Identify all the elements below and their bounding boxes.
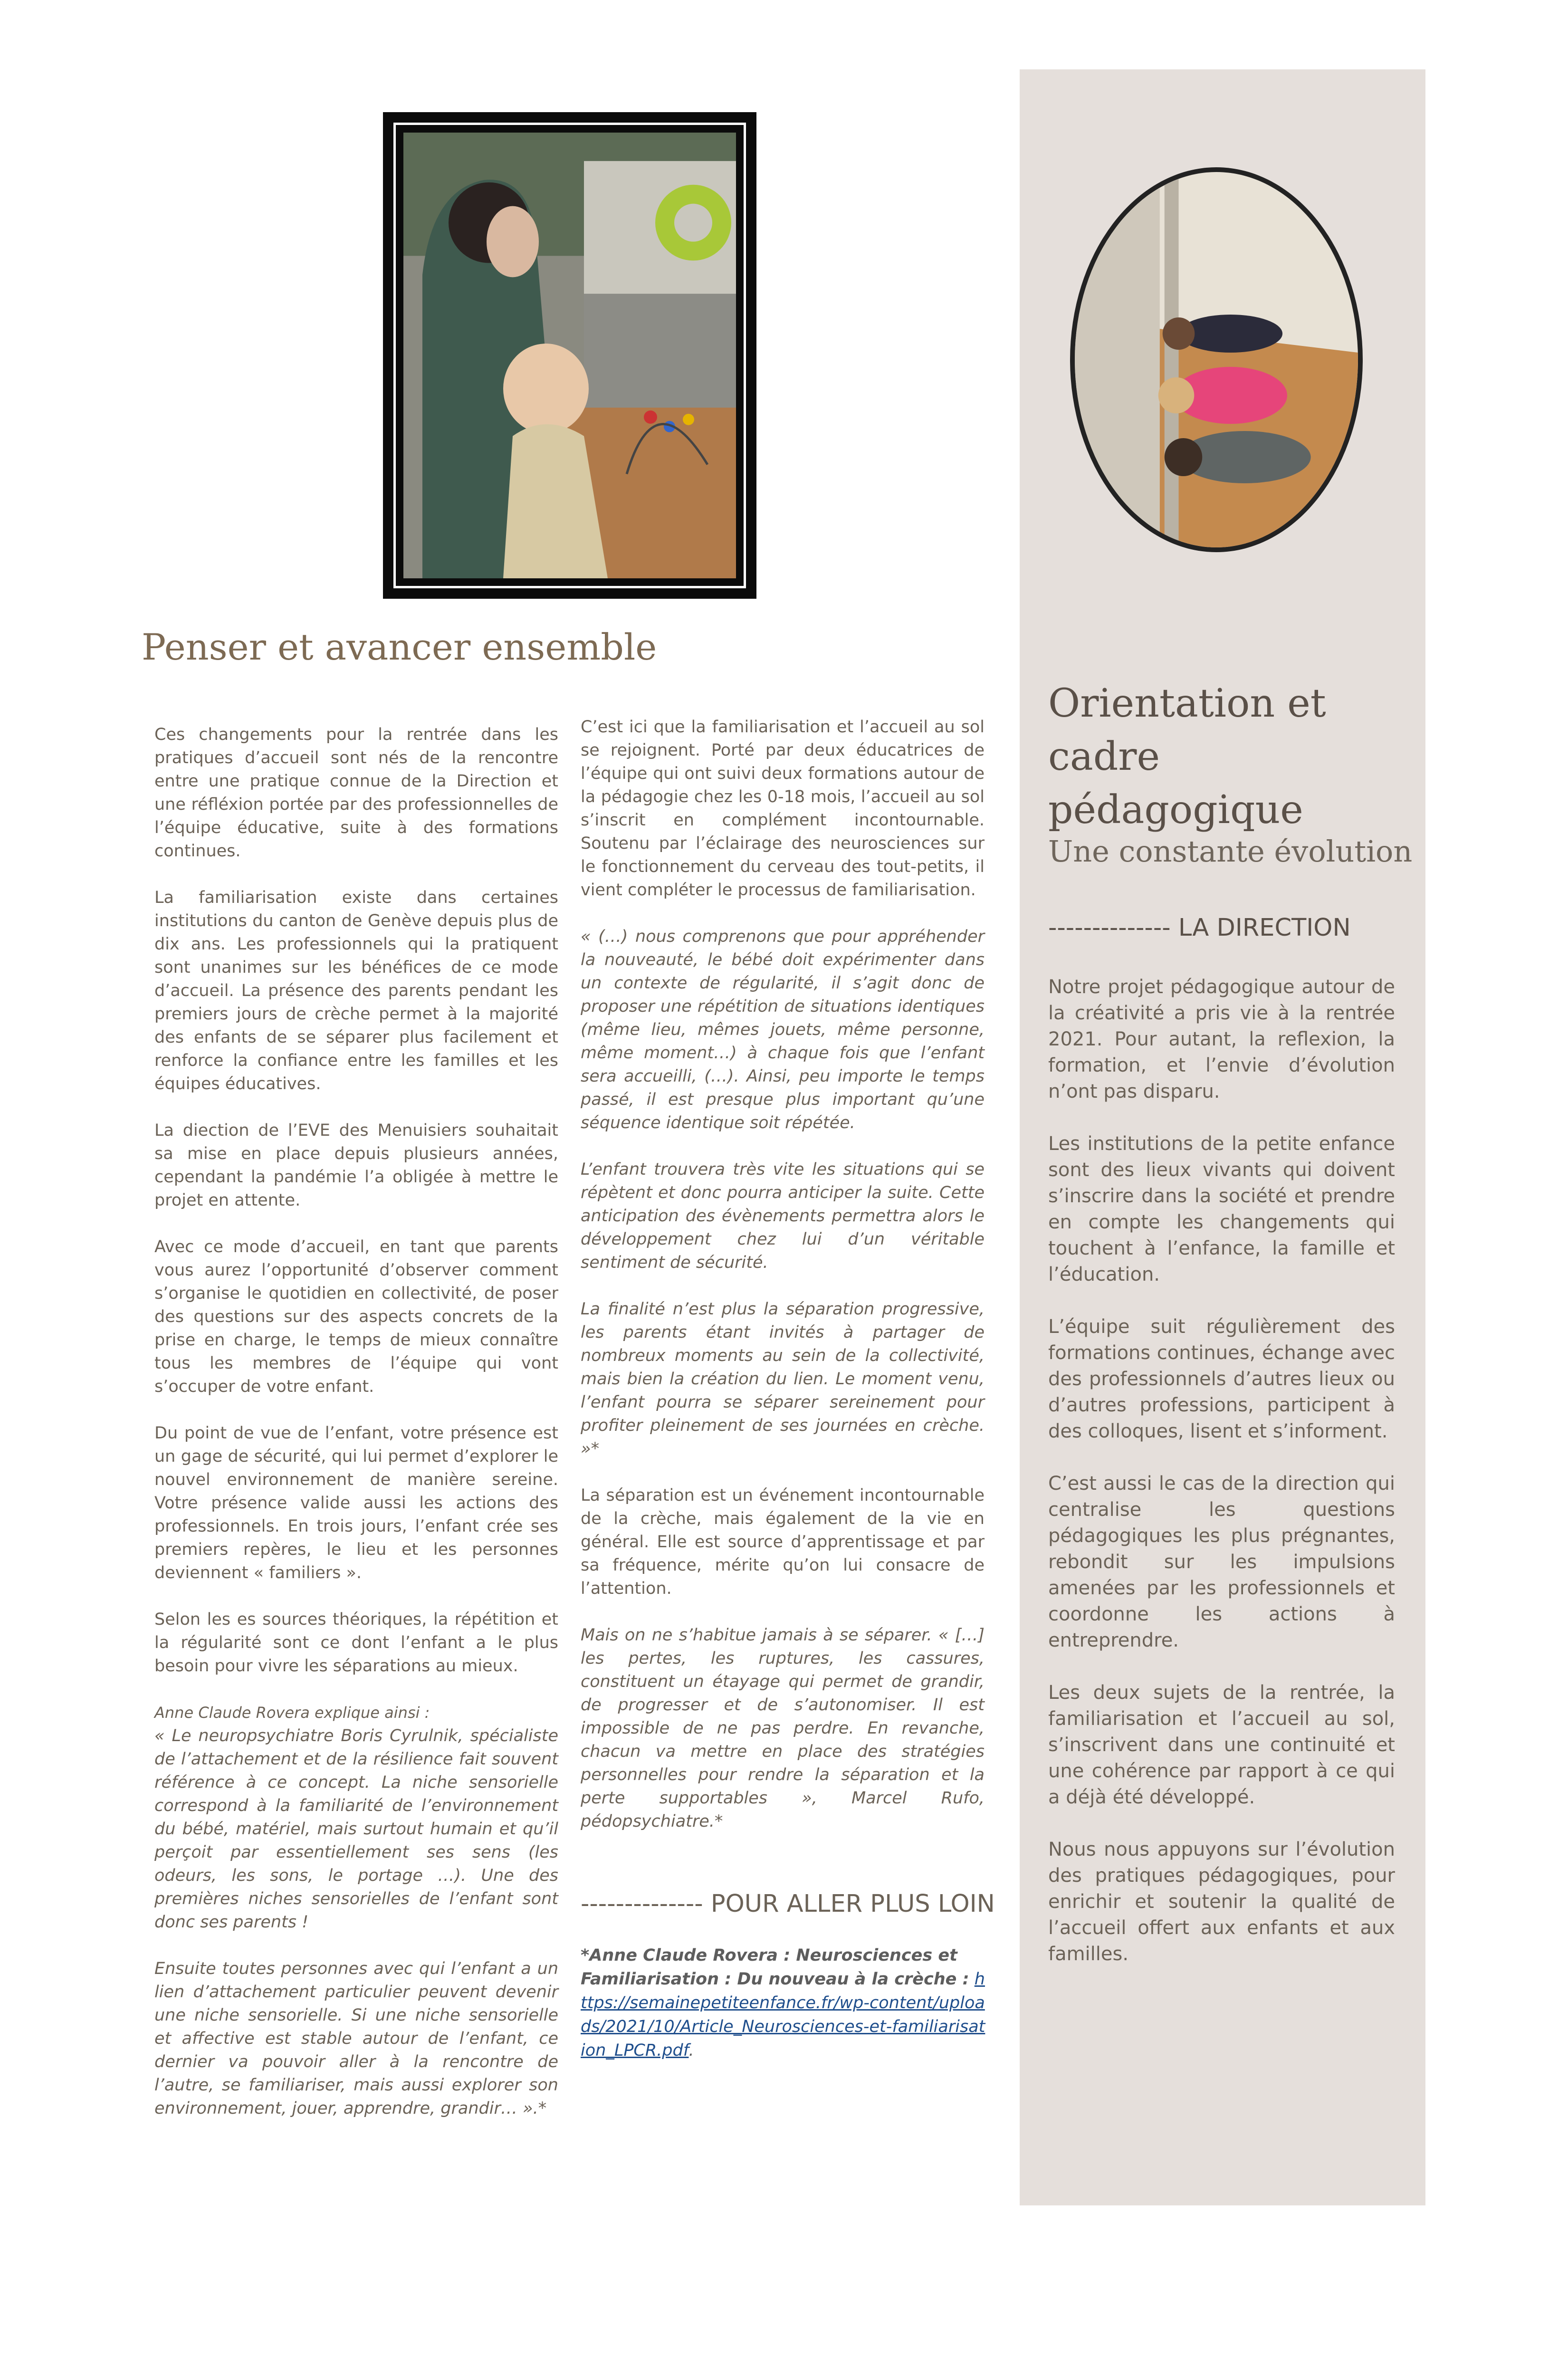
paragraph: C’est ici que la familiarisation et l’accueil au sol se rejoignent. Porté par deux éducatrices de l’équipe qui ont suivi deux formations autour de la pédagogie chez les 0-18 mois, l’accueil au sol s’inscrit en complément incontournable. Soutenu par l’éclairage des neurosciences sur le fonctionnement du cerveau des tout-petits, il vient compléter le processus de familiarisation. bbox=[581, 718, 985, 900]
mother-and-child-photo bbox=[403, 133, 736, 578]
quote-intro: Anne Claude Rovera explique ainsi : bbox=[154, 1704, 430, 1722]
quote-paragraph: La finalité n’est plus la séparation progressive, les parents étant invités à partager de nombreux moments au sein de la collectivité, mais bien la création du lien. Le moment venu, l’enfant pourra se séparer sereinement pour profiter pleinement de ses journées en crèche. »* bbox=[581, 1300, 985, 1458]
quote-paragraph: L’enfant trouvera très vite les situations qui se répètent et donc pourra anticiper la suite. Cette anticipation des évènements permettra alors le développement chez lui d’un véritable sentiment de sécurité. bbox=[581, 1160, 985, 1272]
reference-tail: . bbox=[688, 2041, 694, 2060]
paragraph: Ces changements pour la rentrée dans les pratiques d’accueil sont nés de la rencontre entre une pratique connue de la Direction et une réfléxion portée par des professionnelles de l’équipe éducative, suite à des formations continues. bbox=[154, 725, 558, 861]
direction-heading: -------------- LA DIRECTION bbox=[1048, 914, 1351, 942]
children-on-floor-photo bbox=[1075, 172, 1358, 547]
children-photo-oval bbox=[1070, 167, 1363, 552]
photo-border bbox=[393, 123, 746, 588]
reference-link[interactable]: https://semainepetiteenfance.fr/wp-content/uploads/2021/10/Article_Neurosciences-et-familiarisation_LPCR.pdf bbox=[581, 1970, 985, 2060]
featured-photo-frame bbox=[383, 112, 756, 599]
sidebar-text bbox=[1048, 974, 1395, 1993]
paragraph: La séparation est un événement incontournable de la crèche, mais également de la vie en général. Elle est source d’apprentissage et par sa fréquence, mérite qu’on lui consacre de l’attention. bbox=[581, 1486, 985, 1598]
sidebar-paragraph: Notre projet pédagogique autour de la créativité a pris vie à la rentrée 2021. Pour autant, la reflexion, la formation, et l’envie d’évolution n’ont pas disparu. bbox=[1048, 976, 1395, 1102]
paragraph: La familiarisation existe dans certaines institutions du canton de Genève depuis plus de dix ans. Les professionnels qui la pratiquent sont unanimes sur les bénéfices de ce mode d’accueil. La présence des parents pendant les premiers jours de crèche permet à la majorité des enfants de se séparer plus facilement et renforce la confiance entre les familles et les équipes éducatives. bbox=[154, 888, 558, 1093]
paragraph: Selon les es sources théoriques, la répétition et la régularité sont ce dont l’enfant a le plus besoin pour vivre les séparations au mieux. bbox=[154, 1610, 558, 1676]
section-title: Penser et avancer ensemble bbox=[142, 626, 657, 668]
sidebar-paragraph: Les deux sujets de la rentrée, la familiarisation et l’accueil au sol, s’inscrivent dans une continuité et une cohérence par rapport à ce qui a déjà été développé. bbox=[1048, 1682, 1395, 1808]
sidebar-paragraph: Nous nous appuyons sur l’évolution des pratiques pédagogiques, pour enrichir et soutenir la qualité de l’accueil offert aux enfants et aux familles. bbox=[1048, 1839, 1395, 1965]
paragraph: Avec ce mode d’accueil, en tant que parents vous aurez l’opportunité d’observer comment s’organise le quotidien en collectivité, de poser des questions sur des aspects concrets de la prise en charge, le temps de mieux connaître tous les membres de l’équipe qui vont s’occuper de votre enfant. bbox=[154, 1237, 558, 1396]
sidebar-paragraph: C’est aussi le cas de la direction qui centralise les questions pédagogiques les plus prégnantes, rebondit sur les impulsions amenées par les professionnels et coordonne les actions à entreprendre. bbox=[1048, 1473, 1395, 1651]
quote-paragraph: Mais on ne s’habitue jamais à se séparer. « […] les pertes, les ruptures, les cassures, constituent un étayage qui permet de grandir, de progresser et de s’autonomiser. Il est impossible de ne pas perdre. En revanche, chacun va mettre en place des stratégies personnelles pour rendre la séparation et la perte supportables », Marcel Rufo, pédopsychiatre.* bbox=[581, 1626, 985, 1831]
middle-column bbox=[581, 716, 985, 1857]
quote-paragraph: « Le neuropsychiatre Boris Cyrulnik, spécialiste de l’attachement et de la résilience fait souvent référence à ce concept. La niche sensorielle correspond à la familiarité de l’environnement du bébé, matériel, mais surtout humain et qu’il perçoit par essentiellement ses sens (les odeurs, les sons, le portage …). Une des premières niches sensorielles de l’enfant sont donc ses parents ! bbox=[154, 1726, 558, 1932]
paragraph: La diection de l’EVE des Menuisiers souhaitait sa mise en place depuis plusieurs années, cependant la pandémie l’a obligée à mettre le projet en attente. bbox=[154, 1121, 558, 1210]
paragraph: Du point de vue de l’enfant, votre présence est un gage de sécurité, qui lui permet d’explorer le nouvel environnement de manière sereine. Votre présence valide aussi les actions des professionnels. En trois jours, l’enfant crée ses premiers repères, le lieu et les personnes deviennent « familiers ». bbox=[154, 1424, 558, 1582]
quote-paragraph: « (…) nous comprenons que pour appréhender la nouveauté, le bébé doit expérimenter dans un contexte de régularité, il s’agit donc de proposer une répétition de situations identiques (même lieu, mêmes jouets, même personne, même moment…) à chaque fois que l’enfant sera accueilli, (…). Ainsi, peu importe le temps passé, il est presque plus important qu’une séquence identique soit répétée. bbox=[581, 927, 985, 1132]
sidebar-paragraph: L’équipe suit régulièrement des formations continues, échange avec des professionnels d’autres lieux ou d’autres professions, participent à des colloques, lisent et s’informent. bbox=[1048, 1316, 1395, 1442]
sidebar-subtitle: Une constante évolution bbox=[1048, 834, 1413, 869]
sidebar-title: Orientation et cadre pédagogique bbox=[1048, 681, 1326, 833]
reference bbox=[581, 1944, 989, 2062]
further-reading-heading: -------------- POUR ALLER PLUS LOIN bbox=[581, 1890, 995, 1918]
reference-title: *Anne Claude Rovera : Neurosciences et Familiarisation : Du nouveau à la crèche : bbox=[581, 1946, 969, 1989]
quote-paragraph: Ensuite toutes personnes avec qui l’enfant a un lien d’attachement particulier peuvent devenir une niche sensorielle. Si une niche sensorielle et affective est stable autour de l’enfant, ce dernier va pouvoir aller à la rencontre de l’autre, se familiariser, mais aussi explorer son environnement, jouer, apprendre, grandir… ».* bbox=[154, 1959, 558, 2118]
left-column bbox=[154, 723, 558, 2144]
sidebar-paragraph: Les institutions de la petite enfance sont des lieux vivants qui doivent s’inscrire dans la société et prendre en compte les changements qui touchent à l’enfance, la famille et l’éducation. bbox=[1048, 1133, 1395, 1285]
